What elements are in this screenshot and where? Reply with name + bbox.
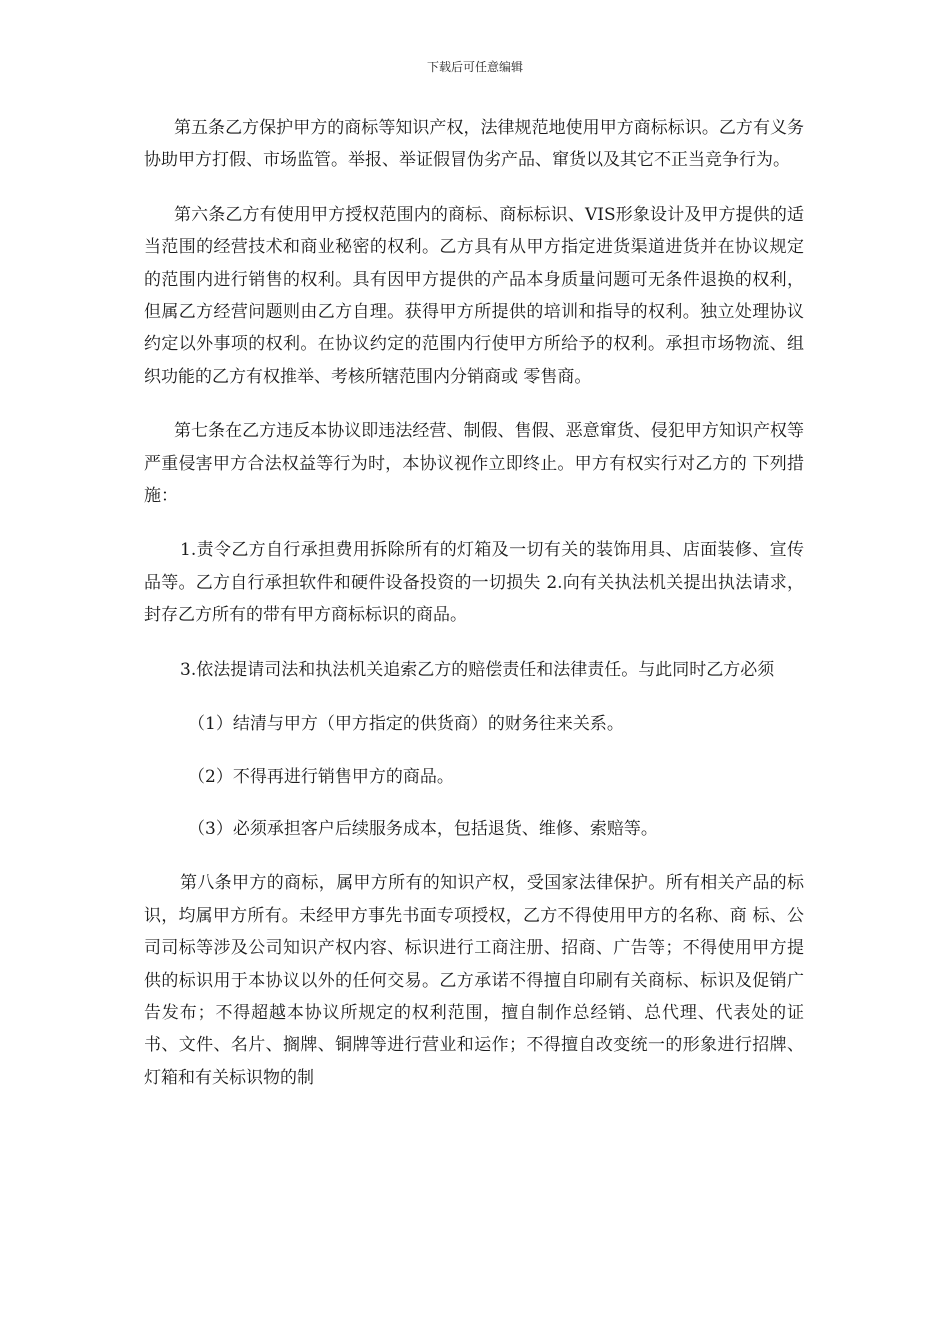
obligation-1-paragraph: （1）结清与甲方（甲方指定的供货商）的财务往来关系。 [188, 714, 624, 735]
measure-1-2-paragraph: 1.责令乙方自行承担费用拆除所有的灯箱及一切有关的装饰用具、店面装修、宣传品等。乙方自行承担软件和硬件设备投资的一切损失 2.向有关执法机关提出执法请求，封存乙方所有的带有甲方商标标识的商品。 [144, 540, 804, 626]
measure-3-paragraph: 3.依法提请司法和执法机关追索乙方的赔偿责任和法律责任。与此同时乙方必须 [180, 659, 775, 680]
page-header: 下载后可任意编辑 [426, 60, 523, 74]
article-6-paragraph: 第六条乙方有使用甲方授权范围内的商标、商标标识、VIS形象设计及甲方提供的适当范围的经营技术和商业秘密的权利。乙方具有从甲方指定进货渠道进货并在协议规定的范围内进行销售的权利。具有因甲方提供的产品本身质量问题可无条件退换的权利，但属乙方经营问题则由乙方自理。获得甲方所提供的培训和指导的权利。独立处理协议约定以外事项的权利。在协议约定的范围内行使甲方所给予的权利。承担市场物流、组织功能的乙方有权推举、考核所辖范围内分销商或 零售商。 [144, 204, 804, 387]
article-5-paragraph: 第五条乙方保护甲方的商标等知识产权，法律规范地使用甲方商标标识。乙方有义务协助甲方打假、市场监管。举报、举证假冒伪劣产品、窜货以及其它不正当竞争行为。 [144, 118, 804, 171]
obligation-2-paragraph: （2）不得再进行销售甲方的商品。 [188, 766, 454, 787]
article-7-paragraph: 第七条在乙方违反本协议即违法经营、制假、售假、恶意窜货、侵犯甲方知识产权等严重侵害甲方合法权益等行为时，本协议视作立即终止。甲方有权实行对乙方的 下列措施： [144, 421, 804, 507]
document-body [144, 112, 804, 1116]
article-8-paragraph: 第八条甲方的商标，属甲方所有的知识产权，受国家法律保护。所有相关产品的标识，均属甲方所有。未经甲方事先书面专项授权，乙方不得使用甲方的名称、商 标、公司司标等涉及公司知识产权内容、标识进行工商注册、招商、广告等；不得使用甲方提供的标识用于本协议以外的任何交易。乙方承诺不得擅自印刷有关商标、标识及促销广告发布；不得超越本协议所规定的权利范围，擅自制作总经销、总代理、代表处的证书、文件、名片、搁牌、铜牌等进行营业和运作；不得擅自改变统一的形象进行招牌、灯箱和有关标识物的制 [144, 873, 804, 1088]
obligation-3-paragraph: （3）必须承担客户后续服务成本，包括退货、维修、索赔等。 [188, 818, 658, 839]
